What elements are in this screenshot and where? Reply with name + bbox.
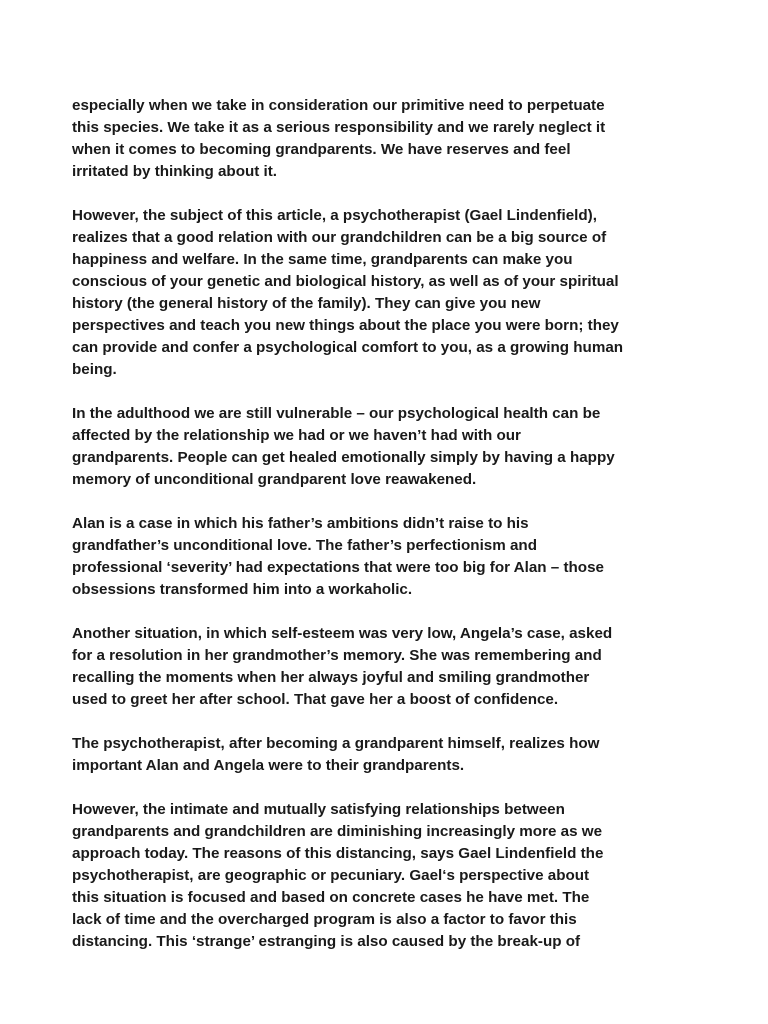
paragraph-4: Alan is a case in which his father’s ambitions didn’t raise to his grandfather’s unconditional love. The father’s perfectionism and professional ‘severity’ had expectations that were too big for Alan – those obsessions transformed him into a workaholic. [72,515,604,598]
paragraph-7: However, the intimate and mutually satisfying relationships between grandparents and grandchildren are diminishing increasingly more as we approach today. The reasons of this distancing, says Gael Lindenfield the psychotherapist, are geographic or pecuniary. Gael‘s perspective about this situation is focused and based on concrete cases he have met. The lack of time and the overcharged program is also a factor to favor this distancing. This ‘strange’ estranging is also caused by the break-up of [72,801,604,950]
paragraph-2: However, the subject of this article, a psychotherapist (Gael Lindenfield), realizes that a good relation with our grandchildren can be a big source of happiness and welfare. In the same time, grandparents can make you conscious of your genetic and biological history, as well as of your spiritual history (the general history of the family). They can give you new perspectives and teach you new things about the place you were born; they can provide and confer a psychological comfort to you, as a growing human being. [72,207,624,378]
paragraph-6: The psychotherapist, after becoming a grandparent himself, realizes how important Alan and Angela were to their grandparents. [72,735,600,774]
document-body [72,95,702,975]
paragraph-1: especially when we take in consideration our primitive need to perpetuate this species. We take it as a serious responsibility and we rarely neglect it when it comes to becoming grandparents. We have reserves and feel irritated by thinking about it. [72,97,606,180]
paragraph-3: In the adulthood we are still vulnerable – our psychological health can be affected by the relationship we had or we haven’t had with our grandparents. People can get healed emotionally simply by having a happy memory of unconditional grandparent love reawakened. [72,405,615,488]
paragraph-5: Another situation, in which self-esteem was very low, Angela’s case, asked for a resolution in her grandmother’s memory. She was remembering and recalling the moments when her always joyful and smiling grandmother used to greet her after school. That gave her a boost of confidence. [72,625,613,708]
